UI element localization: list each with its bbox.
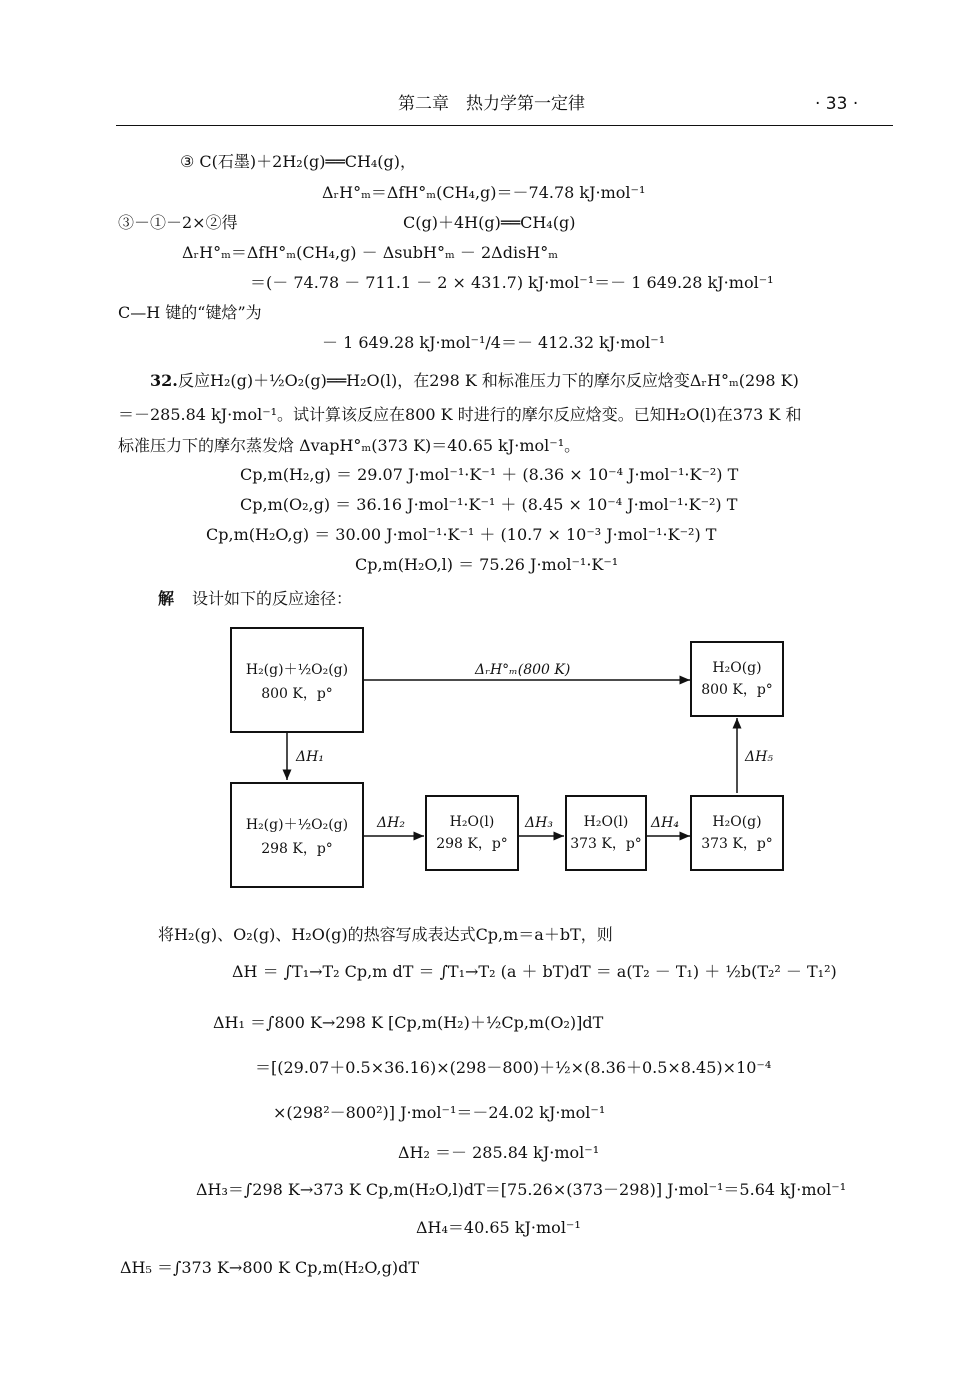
cp-h2o-liquid: Cp,m(H₂O,l) ＝ 75.26 J·mol⁻¹·K⁻¹ bbox=[355, 555, 619, 574]
problem-line-1: 反应H₂(g)＋½O₂(g)══H₂O(l)，在298 K 和标准压力下的摩尔反应焓变ΔᵣH°ₘ(298 K) bbox=[178, 371, 799, 390]
delta-h-general: ΔH ＝ ∫T₁→T₂ Cp,m dT ＝ ∫T₁→T₂ (a ＋ bT)dT ＝ a(T₂ － T₁) ＋ ½b(T₂² － T₁²) bbox=[232, 962, 837, 981]
delta-h5-integral: ΔH₅ ＝∫373 K→800 K Cp,m(H₂O,g)dT bbox=[120, 1258, 420, 1277]
enthalpy-expression: ΔᵣH°ₘ＝ΔfH°ₘ(CH₄,g) － ΔsubH°ₘ － 2ΔdisH°ₘ bbox=[182, 243, 559, 262]
cp-h2o-gas: Cp,m(H₂O,g) ＝ 30.00 J·mol⁻¹·K⁻¹ ＋ (10.7 × 10⁻³ J·mol⁻¹·K⁻²) T bbox=[206, 525, 717, 544]
enthalpy-value: ＝(－ 74.78 － 711.1 － 2 × 431.7) kJ·mol⁻¹＝－ 1 649.28 kJ·mol⁻¹ bbox=[250, 273, 774, 292]
label-delta-h4: ΔH₄ bbox=[651, 815, 679, 831]
box-water-liquid-373k bbox=[565, 795, 647, 871]
box-water-liquid-298k-species: H₂O(l) bbox=[449, 814, 495, 830]
box-reactants-298k-species: H₂(g)＋½O₂(g) bbox=[245, 817, 349, 833]
box-product-800k-species: H₂O(g) bbox=[712, 660, 762, 676]
combined-reaction: C(g)＋4H(g)══CH₄(g) bbox=[403, 213, 576, 232]
equation-3-enthalpy: ΔᵣH°ₘ＝ΔfH°ₘ(CH₄,g)＝－74.78 kJ·mol⁻¹ bbox=[322, 183, 646, 202]
bond-enthalpy-label: C—H 键的“键焓”为 bbox=[118, 303, 262, 322]
box-water-liquid-298k bbox=[425, 795, 519, 871]
combination-label: ③－①－2×②得 bbox=[118, 213, 238, 232]
label-delta-h3: ΔH₃ bbox=[525, 815, 553, 831]
box-reactants-298k bbox=[230, 782, 364, 888]
box-water-liquid-373k-state: 373 K，p° bbox=[570, 836, 642, 852]
box-reactants-800k bbox=[230, 627, 364, 733]
problem-line-2: ＝－285.84 kJ·mol⁻¹。试计算该反应在800 K 时进行的摩尔反应焓变。已知H₂O(l)在373 K 和 bbox=[118, 405, 802, 424]
equation-3: ③ C(石墨)＋2H₂(g)══CH₄(g)， bbox=[180, 152, 417, 171]
cp-h2: Cp,m(H₂,g) ＝ 29.07 J·mol⁻¹·K⁻¹ ＋ (8.36 × 10⁻⁴ J·mol⁻¹·K⁻²) T bbox=[240, 465, 739, 484]
box-product-800k-state: 800 K，p° bbox=[701, 682, 773, 698]
delta-h4-value: ΔH₄＝40.65 kJ·mol⁻¹ bbox=[416, 1218, 581, 1237]
label-delta-h1: ΔH₁ bbox=[296, 749, 324, 765]
chapter-title: 第二章 热力学第一定律 bbox=[398, 94, 585, 114]
box-product-800k bbox=[690, 641, 784, 717]
label-delta-h5: ΔH₅ bbox=[745, 749, 773, 765]
delta-h3-value: ΔH₃＝∫298 K→373 K Cp,m(H₂O,l)dT＝[75.26×(373－298)] J·mol⁻¹＝5.64 kJ·mol⁻¹ bbox=[196, 1180, 847, 1199]
cp-o2: Cp,m(O₂,g) ＝ 36.16 J·mol⁻¹·K⁻¹ ＋ (8.45 × 10⁻⁴ J·mol⁻¹·K⁻²) T bbox=[240, 495, 738, 514]
box-water-gas-373k bbox=[690, 795, 784, 871]
problem-number: 32. bbox=[150, 371, 178, 390]
box-water-liquid-298k-state: 298 K，p° bbox=[436, 836, 508, 852]
solution-label: 解 bbox=[158, 589, 175, 608]
page-number: · 33 · bbox=[815, 94, 859, 114]
box-reactants-800k-species: H₂(g)＋½O₂(g) bbox=[245, 662, 349, 678]
delta-h1-expansion: ＝[(29.07＋0.5×36.16)×(298－800)＋½×(8.36＋0.5×8.45)×10⁻⁴ bbox=[255, 1058, 772, 1077]
box-water-liquid-373k-species: H₂O(l) bbox=[583, 814, 629, 830]
box-water-gas-373k-state: 373 K，p° bbox=[701, 836, 773, 852]
box-water-gas-373k-species: H₂O(g) bbox=[712, 814, 762, 830]
delta-h2-value: ΔH₂ ＝－ 285.84 kJ·mol⁻¹ bbox=[398, 1143, 600, 1162]
bond-enthalpy-value: － 1 649.28 kJ·mol⁻¹/4＝－ 412.32 kJ·mol⁻¹ bbox=[322, 333, 666, 352]
label-reaction-800k: ΔᵣH°ₘ(800 K) bbox=[475, 662, 571, 678]
delta-h1-integral: ΔH₁ ＝∫800 K→298 K [Cp,m(H₂)＋½Cp,m(O₂)]dT bbox=[213, 1013, 604, 1032]
solution-intro: 设计如下的反应途径： bbox=[192, 589, 353, 608]
box-reactants-298k-state: 298 K，p° bbox=[261, 841, 333, 857]
label-delta-h2: ΔH₂ bbox=[377, 815, 405, 831]
problem-line-3: 标准压力下的摩尔蒸发焓 ΔvapH°ₘ(373 K)＝40.65 kJ·mol⁻¹。 bbox=[118, 436, 581, 455]
delta-h1-result: ×(298²－800²)] J·mol⁻¹＝－24.02 kJ·mol⁻¹ bbox=[273, 1103, 606, 1122]
heat-capacity-intro: 将H₂(g)、O₂(g)、H₂O(g)的热容写成表达式Cp,m＝a＋bT，则 bbox=[158, 925, 613, 944]
box-reactants-800k-state: 800 K，p° bbox=[261, 686, 333, 702]
